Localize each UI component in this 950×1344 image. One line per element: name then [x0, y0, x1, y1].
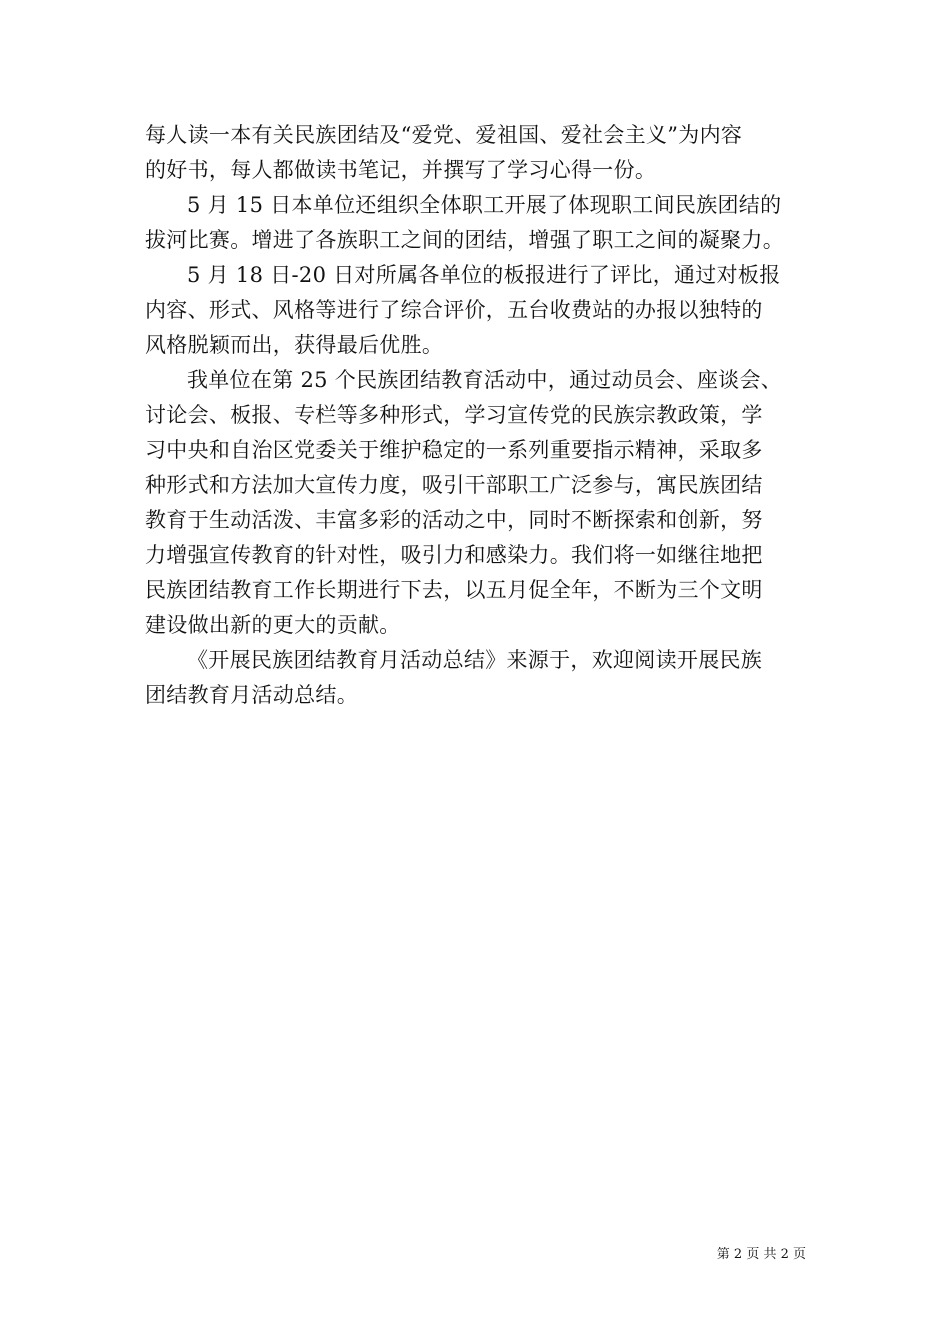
- body-line: 的好书，每人都做读书笔记，并撰写了学习心得一份。: [145, 158, 657, 182]
- body-line: 5 月 15 日本单位还组织全体职工开展了体现职工间民族团结的: [187, 193, 782, 217]
- body-line: 讨论会、板报、专栏等多种形式，学习宣传党的民族宗教政策，学: [145, 403, 763, 427]
- body-line: 习中央和自治区党委关于维护稳定的一系列重要指示精神，采取多: [145, 438, 763, 462]
- body-line: 种形式和方法加大宣传力度，吸引干部职工广泛参与，寓民族团结: [145, 473, 763, 497]
- body-line: 《开展民族团结教育月活动总结》来源于，欢迎阅读开展民族: [187, 648, 763, 672]
- body-line: 5 月 18 日-20 日对所属各单位的板报进行了评比，通过对板报: [187, 263, 781, 287]
- body-line: 团结教育月活动总结。: [145, 683, 358, 707]
- body-line: 风格脱颖而出，获得最后优胜。: [145, 333, 444, 357]
- body-line: 民族团结教育工作长期进行下去，以五月促全年，不断为三个文明: [145, 578, 763, 602]
- body-line: 建设做出新的更大的贡献。: [145, 613, 401, 637]
- document-body: [145, 118, 810, 713]
- page-number-footer: 第 2 页 共 2 页: [716, 1247, 806, 1262]
- body-line: 我单位在第 25 个民族团结教育活动中，通过动员会、座谈会、: [187, 368, 783, 392]
- body-line: 教育于生动活泼、丰富多彩的活动之中，同时不断探索和创新，努: [145, 508, 763, 532]
- body-line: 内容、形式、风格等进行了综合评价，五台收费站的办报以独特的: [145, 298, 763, 322]
- body-line: 拔河比赛。增进了各族职工之间的团结，增强了职工之间的凝聚力。: [145, 228, 784, 252]
- body-line: 每人读一本有关民族团结及“爱党、爱祖国、爱社会主义”为内容: [145, 123, 743, 147]
- body-line: 力增强宣传教育的针对性，吸引力和感染力。我们将一如继往地把: [145, 543, 763, 567]
